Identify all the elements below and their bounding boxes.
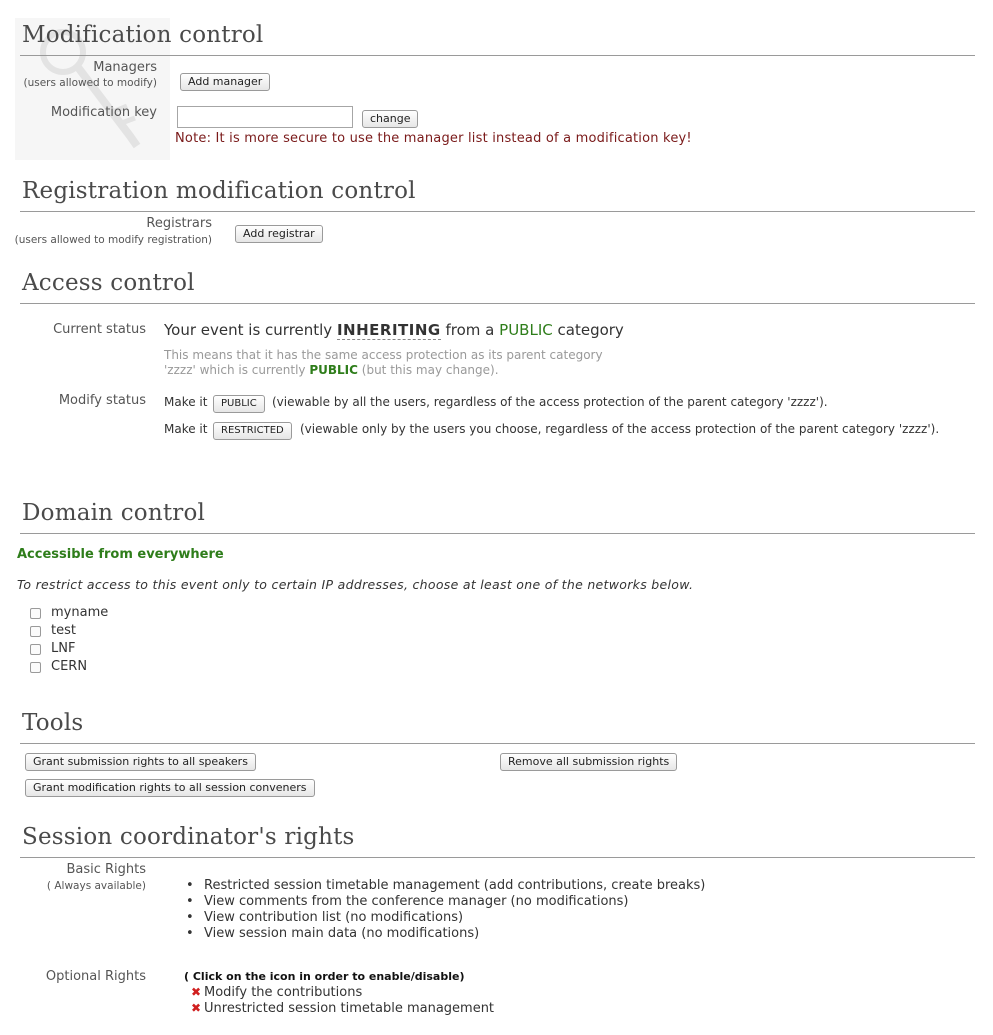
explanation-suffix: (but this may change). — [361, 363, 499, 377]
optional-rights-label: Optional Rights — [45, 969, 146, 984]
divider — [20, 857, 975, 858]
network-checkbox[interactable] — [30, 608, 41, 619]
section-title-modification-control: Modification control — [22, 22, 264, 48]
basic-right-text: Restricted session timetable management (add contributions, create breaks) — [204, 878, 706, 893]
basic-right-text: View comments from the conference manager (no modifications) — [204, 894, 629, 909]
make-public-button[interactable]: PUBLIC — [213, 395, 265, 413]
make-restricted-button[interactable]: RESTRICTED — [213, 422, 292, 440]
network-label: test — [51, 623, 76, 638]
status-category: PUBLIC — [499, 321, 553, 339]
status-prefix: Your event is currently — [164, 321, 333, 339]
managers-label: Managers — [93, 60, 157, 75]
basic-right-text: View session main data (no modifications) — [204, 926, 480, 941]
section-title-domain-control: Domain control — [22, 500, 206, 526]
status-value: INHERITING — [336, 321, 441, 339]
modify-status-label: Modify status — [58, 393, 146, 408]
registrars-sublabel: (users allowed to modify registration) — [14, 234, 212, 246]
optional-right-text: Modify the contributions — [204, 985, 363, 1000]
list-item: • Restricted session timetable management (add contributions, create breaks) — [186, 878, 706, 893]
optional-right-text: Unrestricted session timetable management — [204, 1001, 495, 1016]
section-title-access-control: Access control — [22, 270, 195, 296]
divider — [20, 533, 975, 534]
public-description: (viewable by all the users, regardless of the access protection of the parent category 'zzzz'). — [272, 395, 828, 409]
disabled-x-icon[interactable]: ✖ — [190, 1001, 202, 1015]
domain-instruction: To restrict access to this event only to certain IP addresses, choose at least one of the networks below. — [17, 577, 694, 592]
make-it-public-label: Make it — [164, 395, 208, 409]
status-mid: from a — [445, 321, 495, 339]
modification-key-input[interactable] — [177, 106, 353, 128]
disabled-x-icon[interactable]: ✖ — [190, 985, 202, 999]
network-label: CERN — [51, 659, 88, 674]
add-registrar-button[interactable]: Add registrar — [235, 225, 323, 243]
status-explanation-line2 — [164, 363, 499, 377]
section-title-tools: Tools — [22, 710, 84, 736]
registrars-label: Registrars — [146, 216, 212, 231]
network-checkbox[interactable] — [30, 626, 41, 637]
section-title-registration-control: Registration modification control — [22, 178, 416, 204]
remove-submission-rights-button[interactable]: Remove all submission rights — [500, 753, 677, 771]
optional-right-item — [188, 1001, 494, 1016]
network-checkbox[interactable] — [30, 644, 41, 655]
status-suffix: category — [557, 321, 624, 339]
basic-rights-list — [186, 878, 705, 942]
network-label: myname — [51, 605, 109, 620]
list-item: • View comments from the conference manager (no modifications) — [186, 894, 629, 909]
current-status-label: Current status — [53, 322, 146, 337]
divider — [20, 211, 975, 212]
optional-rights-hint: ( Click on the icon in order to enable/disable) — [184, 970, 465, 983]
list-item: • View session main data (no modifications) — [186, 926, 480, 941]
add-manager-button[interactable]: Add manager — [180, 73, 270, 91]
status-explanation-line1: This means that it has the same access protection as its parent category — [164, 348, 603, 362]
modification-key-label: Modification key — [50, 105, 157, 120]
divider — [20, 743, 975, 744]
explanation-public: PUBLIC — [309, 363, 358, 377]
grant-modification-rights-button[interactable]: Grant modification rights to all session conveners — [25, 779, 315, 797]
security-note: Note: It is more secure to use the manager list instead of a modification key! — [175, 131, 692, 146]
managers-sublabel: (users allowed to modify) — [23, 77, 157, 89]
network-label: LNF — [51, 641, 76, 656]
current-status-text — [164, 321, 624, 339]
divider — [20, 55, 975, 56]
grant-submission-rights-button[interactable]: Grant submission rights to all speakers — [25, 753, 256, 771]
change-key-button[interactable]: change — [362, 110, 418, 128]
domain-accessible-status: Accessible from everywhere — [17, 547, 224, 562]
basic-rights-label: Basic Rights — [66, 862, 146, 877]
make-it-restricted-label: Make it — [164, 422, 208, 436]
basic-rights-sublabel: ( Always available) — [46, 880, 146, 892]
divider — [20, 303, 975, 304]
restricted-description: (viewable only by the users you choose, regardless of the access protection of the parent category 'zzzz'). — [300, 422, 940, 436]
basic-right-text: View contribution list (no modifications) — [204, 910, 464, 925]
list-item: • View contribution list (no modifications) — [186, 910, 464, 925]
network-checkbox[interactable] — [30, 662, 41, 673]
section-title-session-coordinator: Session coordinator's rights — [22, 824, 355, 850]
explanation-prefix: 'zzzz' which is currently — [164, 363, 306, 377]
optional-right-item — [188, 985, 362, 1000]
